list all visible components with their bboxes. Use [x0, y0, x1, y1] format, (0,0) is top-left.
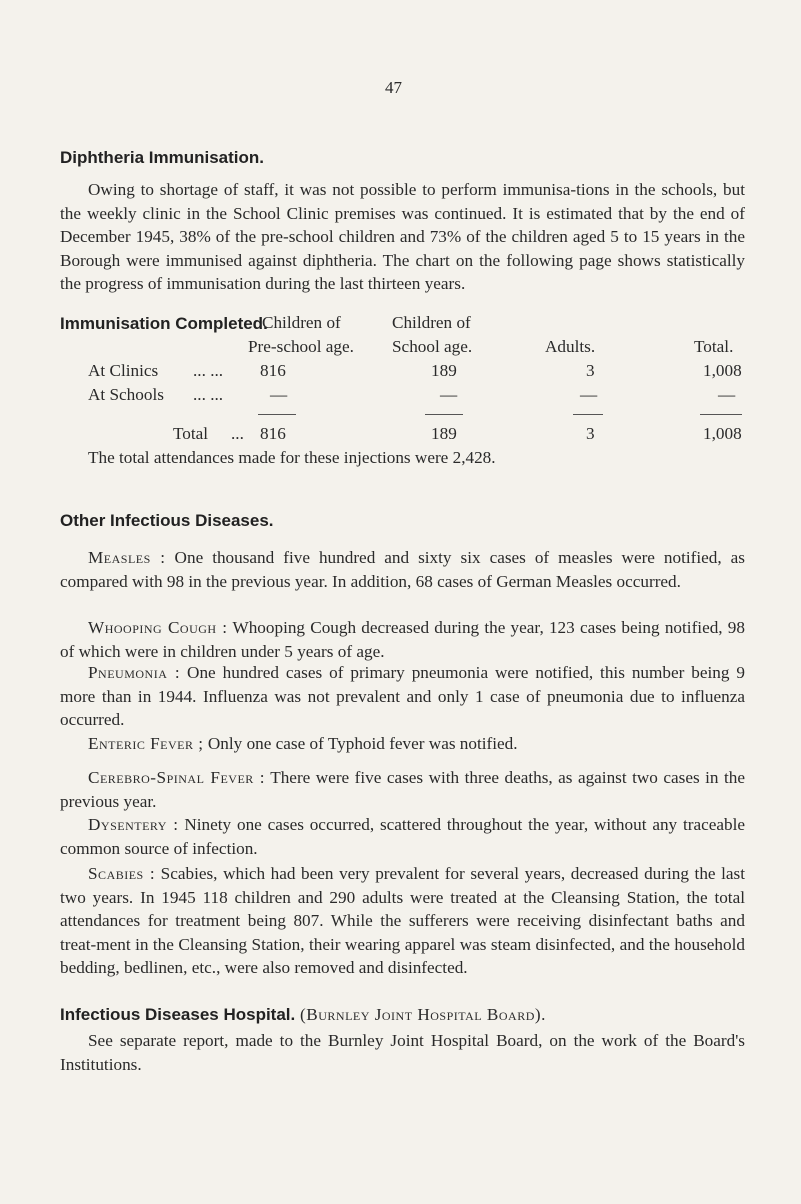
cell-adults: —: [580, 385, 598, 404]
row-dots: ... ...: [193, 361, 224, 380]
total-label: Total: [173, 424, 209, 443]
cell-adults: 3: [586, 361, 595, 380]
header-school-line2: School age.: [392, 337, 473, 356]
other-diseases-heading: Other Infectious Diseases.: [60, 511, 274, 530]
total-preschool: 816: [260, 424, 286, 443]
hospital-heading: Infectious Diseases Hospital.: [60, 1005, 296, 1024]
table-caption: Immunisation Completed.: [60, 314, 268, 333]
cell-school: 189: [431, 361, 457, 380]
cell-preschool: —: [270, 385, 288, 404]
hospital-paragraph: See separate report, made to the Burnley Joint Hospital Board, on the work of the Board's Institutions.: [60, 1031, 745, 1074]
header-preschool-line2: Pre-school age.: [248, 337, 354, 356]
header-preschool-line1: Children of: [262, 313, 341, 332]
measles-text: One thousand five hundred and sixty six cases of measles were notified, as compared with 98 in the previous year. In addition, 68 cases of German Measles occurred.: [60, 548, 745, 591]
cerebro-spinal-paragraph: [60, 766, 745, 813]
enteric-fever-paragraph: [60, 732, 745, 756]
dysentery-text: Ninety one cases occurred, scattered throughout the year, without any traceable common source of infection.: [60, 815, 745, 858]
attendance-note: The total attendances made for these injections were 2,428.: [88, 448, 496, 467]
total-school: 189: [431, 424, 457, 443]
sum-rule: [258, 414, 296, 415]
whooping-cough-paragraph: [60, 616, 745, 663]
scabies-text: Scabies, which had been very prevalent for several years, decreased during the last two years. In 1945 118 children and 290 adults were treated at the Cleansing Station, the total attendances for treatment being 807. While the sufferers were receiving disinfectant baths and treat-ment in the Cleansing Station, their wearing apparel was steam disinfected, and the household bedding, bedlinen, etc., were also removed and disinfected.: [60, 864, 745, 977]
pneumonia-label: Pneumonia :: [88, 663, 181, 682]
measles-label: Measles :: [88, 548, 166, 567]
whooping-cough-label: Whooping Cough :: [88, 618, 228, 637]
scabies-label: Scabies :: [88, 864, 156, 883]
pneumonia-paragraph: [60, 661, 745, 732]
total-total: 1,008: [703, 424, 742, 443]
diphtheria-heading: Diphtheria Immunisation.: [60, 148, 265, 167]
total-adults: 3: [586, 424, 595, 443]
cell-school: —: [440, 385, 458, 404]
header-total: Total.: [694, 337, 734, 356]
page-number: 47: [385, 78, 402, 97]
pneumonia-text: One hundred cases of primary pneumonia were notified, this number being 9 more than in 1944. Influenza was not prevalent and only 1 case of pneumonia due to influenza occurred.: [60, 663, 745, 729]
header-school-line1: Children of: [392, 313, 471, 332]
cerebro-spinal-text: There were five cases with three deaths, as against two cases in the previous year.: [60, 768, 745, 811]
row-label: At Clinics: [88, 361, 159, 380]
cell-total: 1,008: [703, 361, 742, 380]
sum-rule: [573, 414, 603, 415]
scabies-paragraph: [60, 862, 745, 980]
measles-paragraph: [60, 546, 745, 593]
enteric-fever-text: Only one case of Typhoid fever was notified.: [203, 734, 518, 753]
dysentery-paragraph: [60, 813, 745, 860]
hospital-heading-line: [60, 1005, 546, 1025]
row-dots: ... ...: [193, 385, 224, 404]
header-adults: Adults.: [545, 337, 596, 356]
total-dots: ...: [231, 424, 244, 443]
whooping-cough-text: Whooping Cough decreased during the year, 123 cases being notified, 98 of which were in children under 5 years of age.: [60, 618, 745, 661]
sum-rule: [700, 414, 742, 415]
row-label: At Schools: [88, 385, 164, 404]
cerebro-spinal-label: Cerebro-Spinal Fever :: [88, 768, 266, 787]
cell-total: —: [718, 385, 736, 404]
dysentery-label: Dysentery :: [88, 815, 179, 834]
sum-rule: [425, 414, 463, 415]
diphtheria-paragraph: Owing to shortage of staff, it was not possible to perform immunisa-tions in the schools, but the weekly clinic in the School Clinic premises was continued. It is estimated that by the end of December 1945, 38% of the pre-school children and 73% of the children aged 5 to 15 years in the Borough were immunised against diphtheria. The chart on the following page shows statistically the progress of immunisation during the last thirteen years.: [60, 180, 745, 293]
enteric-fever-label: Enteric Fever ;: [88, 734, 204, 753]
hospital-subheading: (Burnley Joint Hospital Board).: [295, 1005, 546, 1024]
cell-preschool: 816: [260, 361, 286, 380]
